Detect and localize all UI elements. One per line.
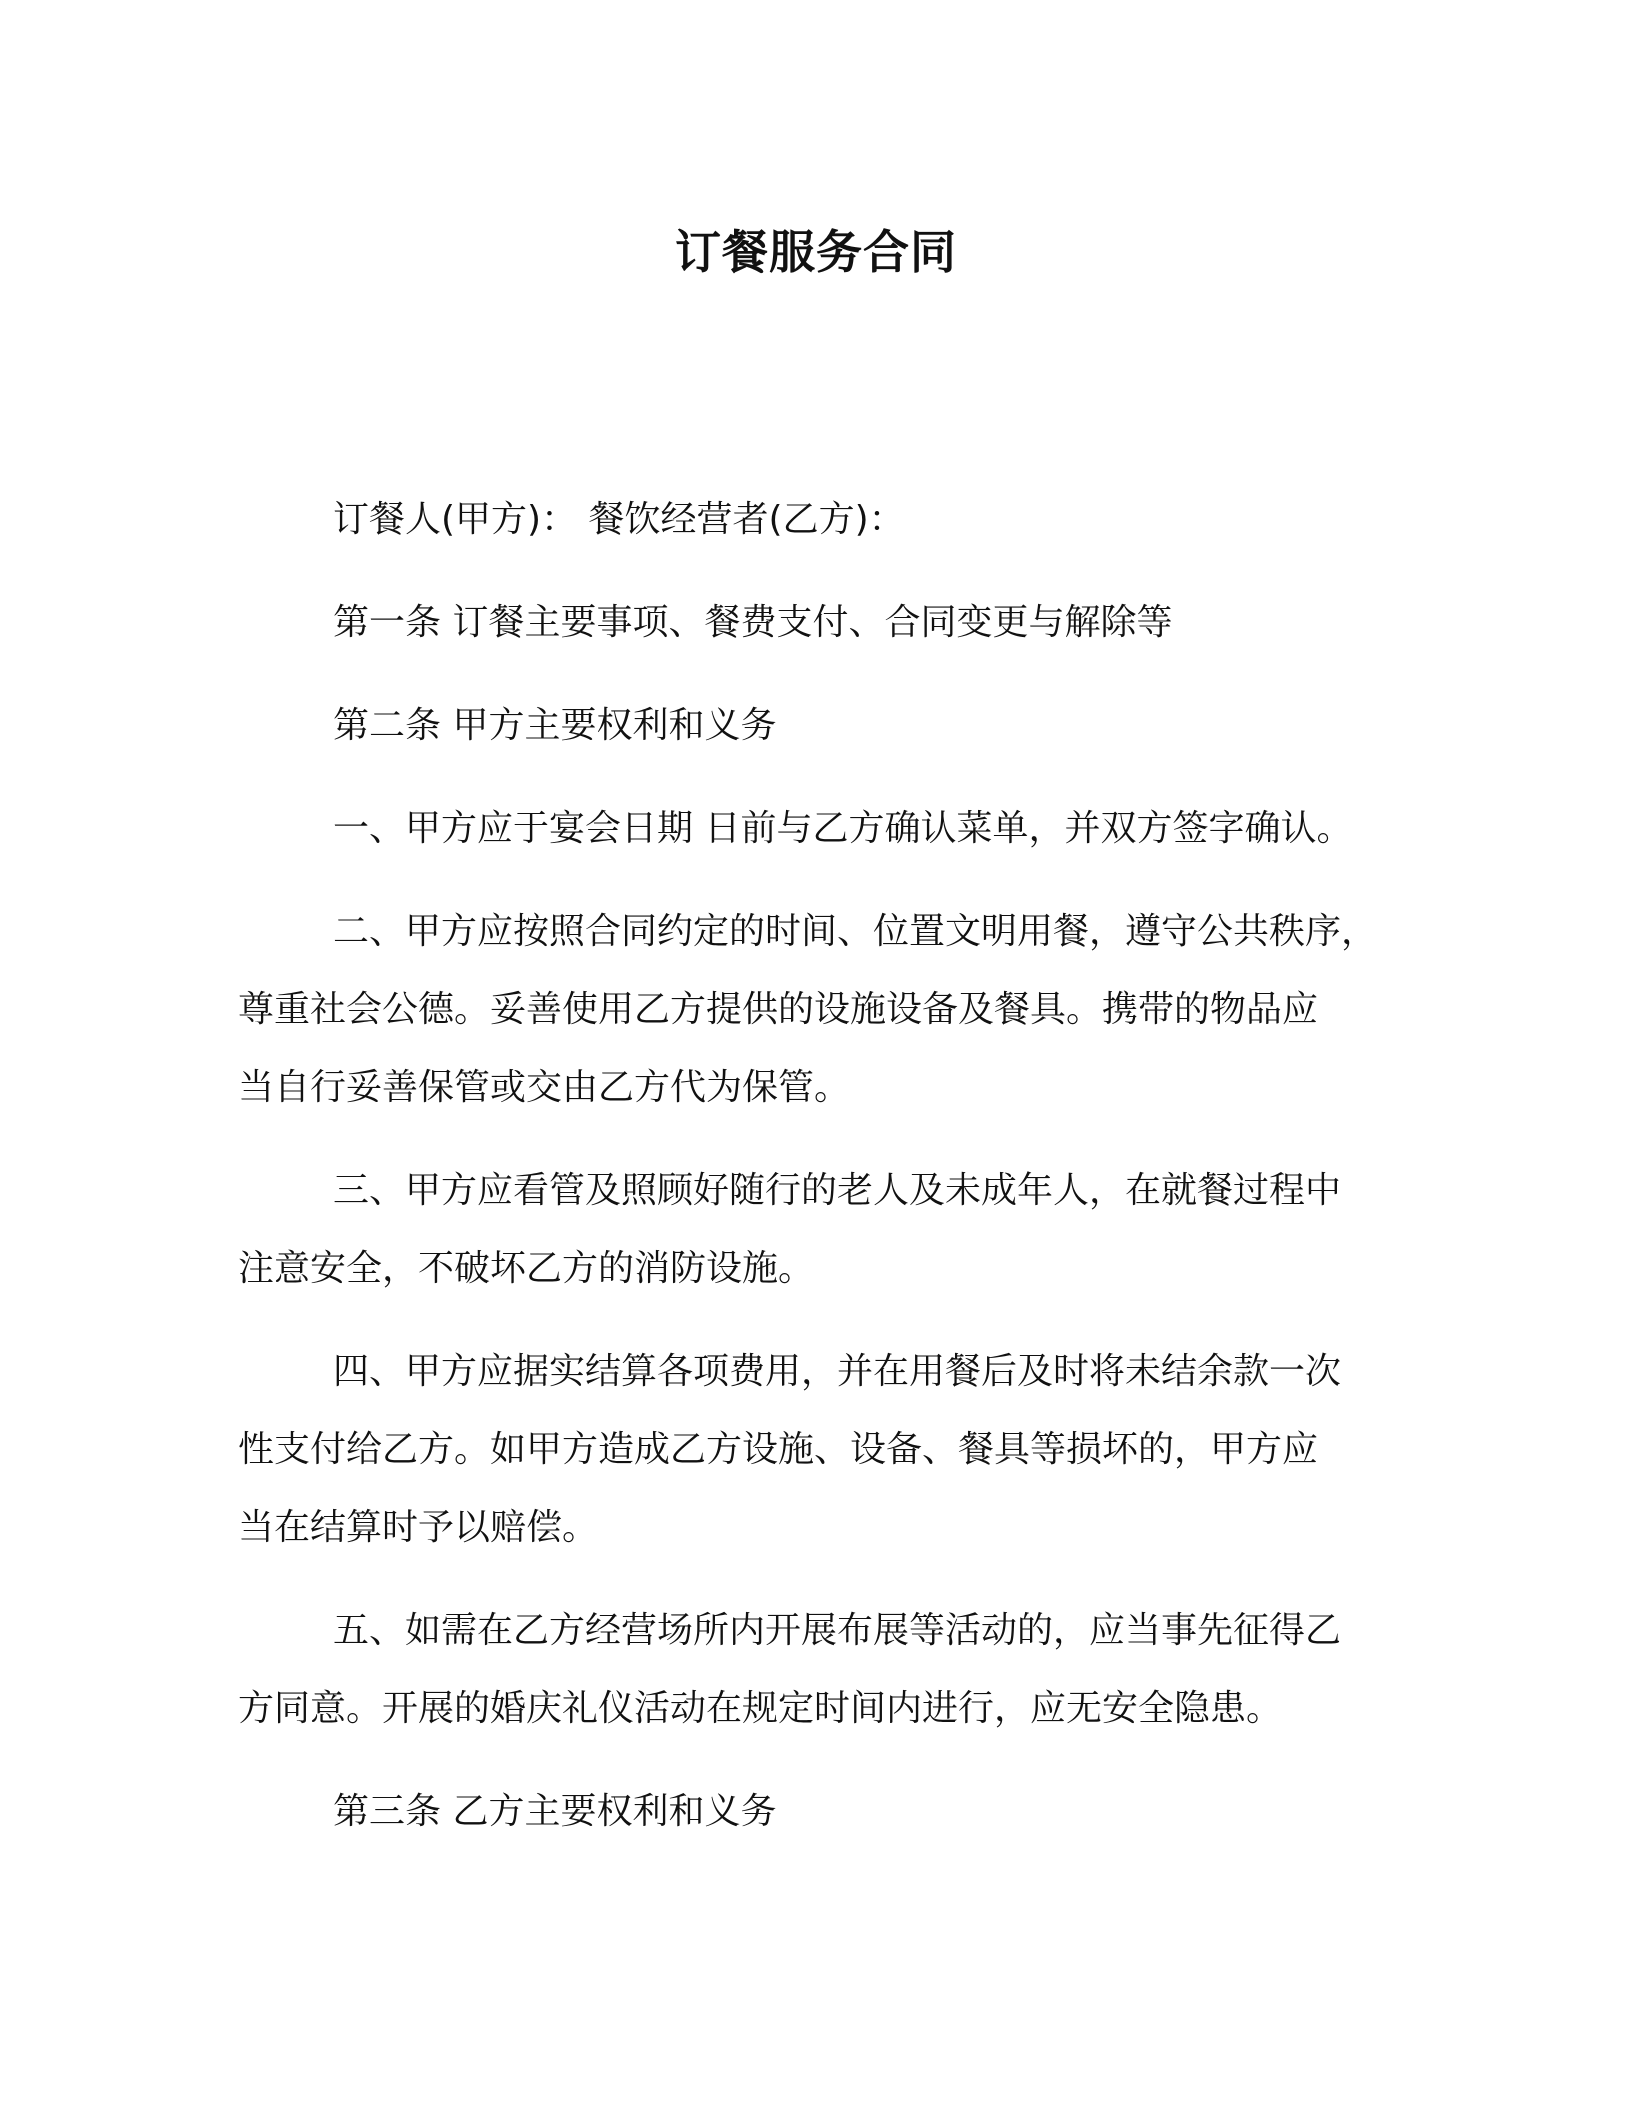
clause-3-line-1: 三、甲方应看管及照顾好随行的老人及未成年人，在就餐过程中	[333, 1170, 1342, 1211]
parties-line: 订餐人(甲方)： 餐饮经营者(乙方)：	[333, 499, 905, 540]
article-1-heading: 第一条 订餐主要事项、餐费支付、合同变更与解除等	[333, 602, 1173, 643]
clause-1-line-1: 一、甲方应于宴会日期 日前与乙方确认菜单，并双方签字确认。	[333, 808, 1353, 849]
clause-4-line-2: 性支付给乙方。如甲方造成乙方设施、设备、餐具等损坏的，甲方应	[238, 1429, 1319, 1470]
clause-4-line-1: 四、甲方应据实结算各项费用，并在用餐后及时将未结余款一次	[333, 1351, 1342, 1392]
clause-4-line-3: 当在结算时予以赔偿。	[238, 1507, 599, 1548]
article-2-heading: 第二条 甲方主要权利和义务	[333, 705, 777, 746]
clause-2-line-3: 当自行妥善保管或交由乙方代为保管。	[238, 1067, 851, 1108]
clause-2-line-2: 尊重社会公德。妥善使用乙方提供的设施设备及餐具。携带的物品应	[238, 989, 1319, 1030]
clause-3-line-2: 注意安全，不破坏乙方的消防设施。	[238, 1248, 815, 1289]
article-3-heading: 第三条 乙方主要权利和义务	[333, 1791, 777, 1832]
clause-5-line-1: 五、如需在乙方经营场所内开展布展等活动的，应当事先征得乙	[333, 1610, 1342, 1651]
document-title: 订餐服务合同	[675, 225, 957, 279]
clause-5-line-2: 方同意。开展的婚庆礼仪活动在规定时间内进行，应无安全隐患。	[238, 1688, 1283, 1729]
clause-2-line-1: 二、甲方应按照合同约定的时间、位置文明用餐，遵守公共秩序，	[333, 911, 1378, 952]
